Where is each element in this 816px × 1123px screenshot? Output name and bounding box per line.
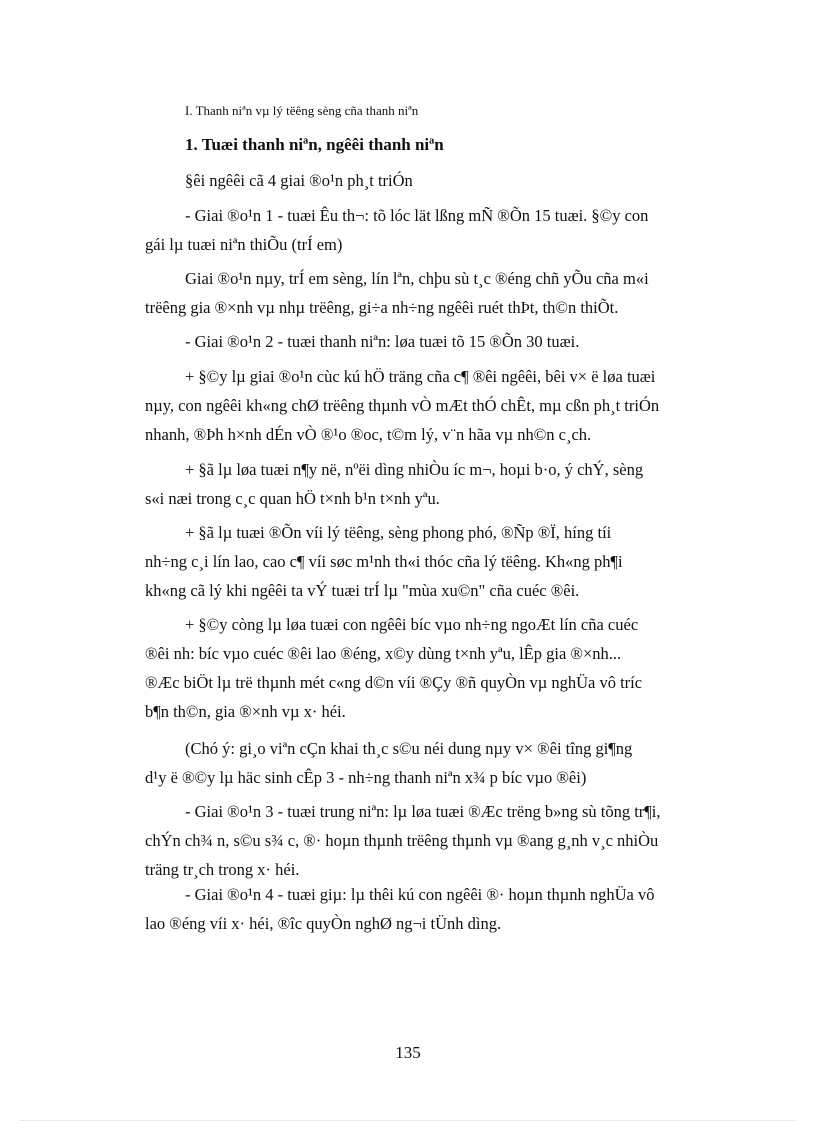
- paragraph-line: s«i næi trong c¸c quan hÖ t×nh b¹n t×nh yªu.: [145, 489, 440, 508]
- paragraph-line: nh÷ng c¸i lín lao, cao c¶ víi søc m¹nh th«i thóc cña lý tëêng. Kh«ng ph¶i: [145, 552, 623, 571]
- paragraph-line: lao ®éng víi x· héi, ®îc quyÒn nghØ ng¬i tÜnh dìng.: [145, 914, 502, 933]
- paragraph-line: gái lµ tuæi niªn thiÕu (trÍ em): [145, 235, 343, 254]
- paragraph-line: + §©y còng lµ løa tuæi con ngêêi bíc vµo nh÷ng ngoÆt lín cña cuéc: [185, 615, 639, 634]
- paragraph-line: b¶n th©n, gia ®×nh vµ x· héi.: [145, 702, 346, 721]
- paragraph-line: trëêng gia ®×nh vµ nhµ trëêng, gi÷a nh÷ng ngêêi ruét thÞt, th©n thiÕt.: [145, 298, 619, 317]
- page-number: 135: [395, 1043, 421, 1062]
- paragraph: [145, 734, 740, 792]
- paragraph-line: träng tr¸ch trong x· héi.: [145, 860, 300, 879]
- paragraph: [145, 455, 740, 513]
- paragraph-line: ®êi nh: bíc vµo cuéc ®êi lao ®éng, x©y dùng t×nh yªu, lÊp gia ®×nh...: [145, 644, 622, 663]
- paragraph-line: chÝn ch¾ n, s©u s¾ c, ®· hoµn thµnh trëêng thµnh vµ ®ang g¸nh v¸c nhiÒu: [145, 831, 659, 850]
- paragraph: [145, 797, 740, 884]
- paragraph: [185, 327, 740, 356]
- paragraph: [145, 362, 740, 449]
- subsection-title: 1. Tuæi thanh niªn, ngêêi thanh niªn: [185, 135, 444, 154]
- paragraph-line: - Giai ®o¹n 2 - tuæi thanh niªn: løa tuæi tõ 15 ®Õn 30 tuæi.: [185, 332, 580, 351]
- paragraph: [145, 610, 740, 726]
- paragraph: [145, 264, 740, 322]
- page-bottom-divider: [20, 1120, 796, 1121]
- paragraph: [145, 201, 740, 259]
- paragraph-line: + §ã lµ tuæi ®Õn víi lý tëêng, sèng phong phó, ®Ñp ®Ï, híng tíi: [185, 523, 612, 542]
- paragraph-line: §êi ngêêi cã 4 giai ®o¹n ph¸t triÓn: [185, 171, 413, 190]
- paragraph-line: nµy, con ngêêi kh«ng chØ trëêng thµnh vÒ mÆt thÓ chÊt, mµ cßn ph¸t triÓn: [145, 396, 660, 415]
- paragraph-line: - Giai ®o¹n 4 - tuæi giµ: lµ thêi kú con ngêêi ®· hoµn thµnh nghÜa vô: [185, 885, 655, 904]
- paragraph: [145, 880, 740, 938]
- paragraph: [145, 518, 740, 605]
- paragraph-line: + §©y lµ giai ®o¹n cùc kú hÖ träng cña c¶ ®êi ngêêi, bêi v× ë løa tuæi: [185, 367, 656, 386]
- section-title: I. Thanh niªn vµ lý tëêng sèng cña thanh niªn: [185, 103, 419, 118]
- paragraph-line: ®Æc biÖt lµ trë thµnh mét c«ng d©n víi ®Çy ®ñ quyÒn vµ nghÜa vô tríc: [145, 673, 643, 692]
- paragraph-line: kh«ng cã lý khi ngêêi ta vÝ tuæi trÍ lµ "mùa xu©n" cña cuéc ®êi.: [145, 581, 580, 600]
- paragraph-line: Giai ®o¹n nµy, trÍ em sèng, lín lªn, chþu sù t¸c ®éng chñ yÕu cña m«i: [185, 269, 649, 288]
- paragraph: [185, 166, 740, 195]
- paragraph-line: nhanh, ®Þh h×nh dÉn vÒ ®¹o ®oc, t©m lý, v¨n hãa vµ nh©n c¸ch.: [145, 425, 592, 444]
- paragraph-line: - Giai ®o¹n 1 - tuæi Êu th¬: tõ lóc lät lßng mÑ ®Õn 15 tuæi. §©y con: [185, 206, 649, 225]
- paragraph-line: - Giai ®o¹n 3 - tuæi trung niªn: lµ løa tuæi ®Æc trëng b»ng sù tõng tr¶i,: [185, 802, 661, 821]
- paragraph-line: + §ã lµ løa tuæi n¶y në, nºëi dìng nhiÒu íc m¬, hoµi b·o, ý chÝ, sèng: [185, 460, 644, 479]
- paragraph-line: d¹y ë ®©y lµ häc sinh cÊp 3 - nh÷ng thanh niªn x¾ p bíc vµo ®êi): [145, 768, 587, 787]
- paragraph-line: (Chó ý: gi¸o viªn cÇn khai th¸c s©u néi dung nµy v× ®êi tîng gi¶ng: [185, 739, 633, 758]
